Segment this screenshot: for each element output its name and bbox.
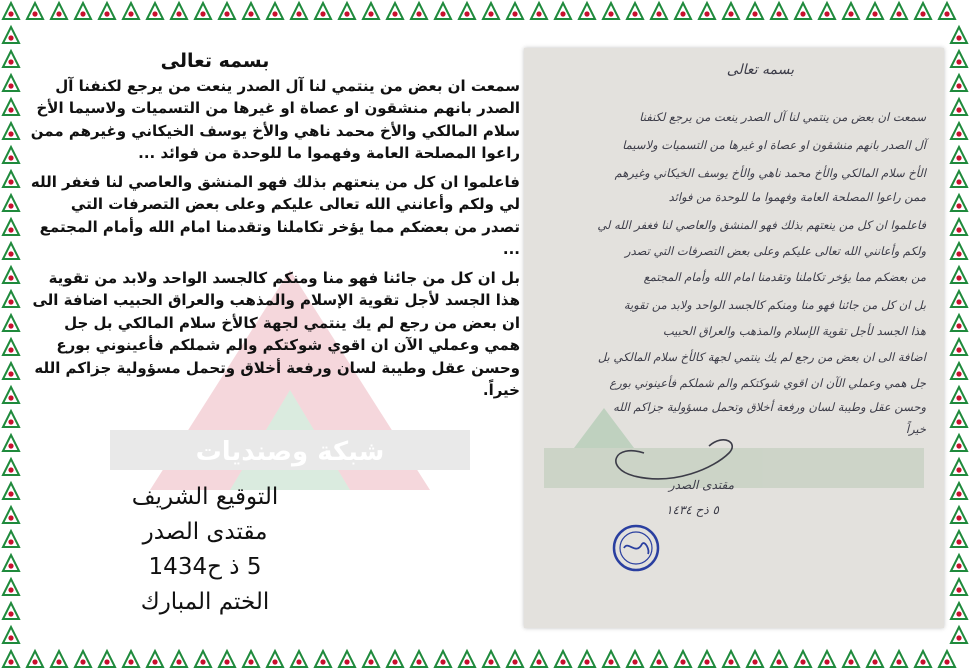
border-motif [459, 651, 475, 667]
border-motif [867, 651, 883, 667]
decorative-border-right [948, 0, 970, 670]
handwritten-line-7: من بعضكم مما يؤخر تكاملنا وتقدمنا امام الله وأمام المجتمع [643, 270, 926, 284]
border-motif [603, 651, 619, 667]
border-motif [411, 3, 427, 19]
border-motif [3, 339, 19, 355]
border-motif [411, 651, 427, 667]
border-motif [27, 3, 43, 19]
border-motif [387, 3, 403, 19]
border-motif [3, 459, 19, 475]
border-motif [951, 435, 967, 451]
border-motif [507, 3, 523, 19]
border-motif [267, 3, 283, 19]
border-motif [891, 651, 907, 667]
border-motif [27, 651, 43, 667]
border-motif [75, 3, 91, 19]
handwritten-line-3: الأخ سلام المالكي والأخ محمد ناهي والأخ يوسف الخيكاني وغيرهم [614, 166, 926, 180]
border-motif [147, 651, 163, 667]
border-motif [3, 603, 19, 619]
border-motif [3, 123, 19, 139]
handwritten-signature-date: ٥ ذح ١٤٣٤ [666, 503, 719, 517]
border-motif [3, 75, 19, 91]
border-motif [915, 3, 931, 19]
border-motif [951, 99, 967, 115]
border-motif [951, 579, 967, 595]
border-motif [99, 651, 115, 667]
handwritten-signature-name: مقتدى الصدر [668, 478, 734, 492]
border-motif [843, 3, 859, 19]
border-motif [951, 411, 967, 427]
letter-paragraph-1: سمعت ان بعض من ينتمي لنا آل الصدر ينعت من يرجع لكنفنا آل الصدر بانهم منشقون او عصاة او غيرها من التسميات ولاسيما الأخ سلام المالكي والأخ محمد ناهي والأخ يوسف الخيكاني وغيرهم ممن راعوا المصلحة العامة وفهموا ما للوحدة من فوائد ... [30, 76, 520, 162]
signature-label: التوقيع الشريف [131, 484, 279, 510]
border-motif [723, 651, 739, 667]
border-motif [579, 651, 595, 667]
border-motif [951, 627, 967, 643]
border-motif [579, 3, 595, 19]
border-motif [747, 3, 763, 19]
seal-label: الختم المبارك [140, 589, 270, 615]
border-motif [951, 147, 967, 163]
border-motif [3, 579, 19, 595]
border-motif [951, 195, 967, 211]
border-motif [363, 3, 379, 19]
border-motif [3, 51, 19, 67]
border-motif [951, 243, 967, 259]
handwritten-line-11: جل همي وعملي الآن ان اقوي شوكتكم والم شملكم فأعينوني بورع [609, 376, 926, 390]
border-motif [315, 3, 331, 19]
border-motif [867, 3, 883, 19]
border-motif [123, 651, 139, 667]
border-motif [243, 3, 259, 19]
border-motif [195, 651, 211, 667]
border-motif [483, 3, 499, 19]
border-motif [747, 651, 763, 667]
border-motif [51, 3, 67, 19]
signature-date: 5 ذ ح1434 [148, 554, 262, 580]
border-motif [267, 651, 283, 667]
border-motif [651, 651, 667, 667]
border-motif [627, 651, 643, 667]
signature-name: مقتدى الصدر [142, 519, 268, 545]
border-motif [291, 651, 307, 667]
border-motif [819, 651, 835, 667]
border-motif [435, 3, 451, 19]
border-motif [651, 3, 667, 19]
border-motif [219, 651, 235, 667]
border-motif [771, 3, 787, 19]
border-motif [555, 3, 571, 19]
handwritten-line-2: آل الصدر بانهم منشقون او عصاة او غيرها من التسميات ولاسيما [622, 138, 926, 152]
border-motif [147, 3, 163, 19]
border-motif [819, 3, 835, 19]
border-motif [315, 651, 331, 667]
border-motif [951, 459, 967, 475]
handwritten-line-12: وحسن عقل وطيبة لسان ورفعة أخلاق وتحمل مسؤولية جزاكم الله [613, 400, 926, 414]
border-motif [699, 651, 715, 667]
border-motif [843, 651, 859, 667]
border-motif [339, 3, 355, 19]
border-motif [3, 387, 19, 403]
border-motif [99, 3, 115, 19]
watermark-text: شبكة وصنديات [195, 437, 385, 467]
border-motif [795, 651, 811, 667]
border-motif [699, 3, 715, 19]
border-motif [3, 483, 19, 499]
border-motif [3, 219, 19, 235]
border-motif [951, 387, 967, 403]
border-motif [675, 3, 691, 19]
border-motif [75, 651, 91, 667]
border-motif [951, 219, 967, 235]
border-motif [555, 651, 571, 667]
border-motif [171, 3, 187, 19]
border-motif [951, 171, 967, 187]
handwritten-line-5: فاعلموا ان كل من ينعتهم بذلك فهو المنشق والعاصي لنا فغفر الله لي [597, 218, 926, 232]
border-motif [915, 651, 931, 667]
border-motif [387, 651, 403, 667]
border-motif [951, 507, 967, 523]
border-motif [531, 3, 547, 19]
border-motif [951, 363, 967, 379]
handwritten-line-10: اضافة الى ان بعض من رجع لم يك ينتمي لجهة كالأخ سلام المالكي بل [597, 350, 926, 364]
border-motif [3, 27, 19, 43]
decorative-border-left [0, 0, 22, 670]
border-motif [363, 651, 379, 667]
border-motif [3, 363, 19, 379]
border-motif [951, 27, 967, 43]
border-motif [951, 51, 967, 67]
border-motif [3, 291, 19, 307]
border-motif [3, 99, 19, 115]
handwritten-letter-photo [524, 48, 944, 628]
border-motif [435, 651, 451, 667]
handwritten-line-9: هذا الجسد لأجل تقوية الإسلام والمذهب والعراق الحبيب [662, 324, 926, 338]
border-motif [627, 3, 643, 19]
border-motif [951, 315, 967, 331]
border-motif [171, 651, 187, 667]
decorative-border-top [0, 0, 970, 22]
border-motif [531, 651, 547, 667]
border-motif [3, 147, 19, 163]
border-motif [675, 651, 691, 667]
handwritten-line-1: سمعت ان بعض من ينتمي لنا آل الصدر ينعت من يرجع لكنفنا [639, 110, 926, 124]
photo-decorations [524, 48, 944, 628]
border-motif [243, 651, 259, 667]
border-motif [3, 555, 19, 571]
border-motif [123, 3, 139, 19]
border-motif [483, 651, 499, 667]
border-motif [3, 627, 19, 643]
border-motif [3, 531, 19, 547]
handwritten-line-4: ممن راعوا المصلحة العامة وفهموا ما للوحدة من فوائد [668, 190, 926, 204]
border-motif [951, 555, 967, 571]
handwritten-title: بسمه تعالى [726, 62, 794, 78]
border-motif [951, 267, 967, 283]
border-motif [51, 651, 67, 667]
border-motif [291, 3, 307, 19]
border-motif [3, 435, 19, 451]
decorative-border-bottom [0, 648, 970, 670]
border-motif [3, 315, 19, 331]
border-motif [951, 483, 967, 499]
border-motif [3, 243, 19, 259]
letter-paragraph-3: بل ان كل من جائنا فهو منا ومنكم كالجسد الواحد ولابد من تقوية هذا الجسد لأجل تقوية الإسلام والمذهب والعراق الحبيب اضافة الى ان بعض من رجع لم يك ينتمي لجهة كالأخ سلام المالكي بل جل همي وعملي الآن ان اقوي شوكتكم والم شملكم فأعينوني بورع وحسن عقل وطيبة لسان ورفعة أخلاق وتحمل مسؤولية جزاكم الله خيراً. [32, 268, 520, 399]
border-motif [3, 267, 19, 283]
border-motif [795, 3, 811, 19]
border-motif [891, 3, 907, 19]
border-motif [951, 291, 967, 307]
letter-paragraph-2: فاعلموا ان كل من ينعتهم بذلك فهو المنشق والعاصي لنا فغفر الله لي ولكم وأعانني الله تعالى عليكم وعلى بعض التصرفات التي تصدر من بعضكم مما يؤخر تكاملنا وتقدمنا امام الله وأمام المجتمع ... [30, 172, 520, 258]
signature-block [90, 480, 320, 620]
border-motif [603, 3, 619, 19]
border-motif [3, 195, 19, 211]
typed-letter [30, 50, 520, 408]
handwritten-line-6: ولكم وأعانني الله تعالى عليكم وعلى بعض التصرفات التي تصدر [625, 244, 926, 258]
handwritten-line-13: خيراً [905, 422, 926, 436]
border-motif [951, 531, 967, 547]
border-motif [951, 75, 967, 91]
border-motif [507, 651, 523, 667]
border-motif [951, 339, 967, 355]
border-motif [459, 3, 475, 19]
border-motif [3, 171, 19, 187]
border-motif [951, 603, 967, 619]
border-motif [339, 651, 355, 667]
border-motif [3, 411, 19, 427]
border-motif [219, 3, 235, 19]
letter-title: بسمه تعالى [160, 50, 270, 72]
seal-stamp [614, 526, 658, 570]
border-motif [3, 507, 19, 523]
border-motif [771, 651, 787, 667]
border-motif [951, 123, 967, 139]
border-motif [723, 3, 739, 19]
handwritten-line-8: بل ان كل من جائنا فهو منا ومنكم كالجسد الواحد ولابد من تقوية [623, 298, 926, 312]
border-motif [195, 3, 211, 19]
